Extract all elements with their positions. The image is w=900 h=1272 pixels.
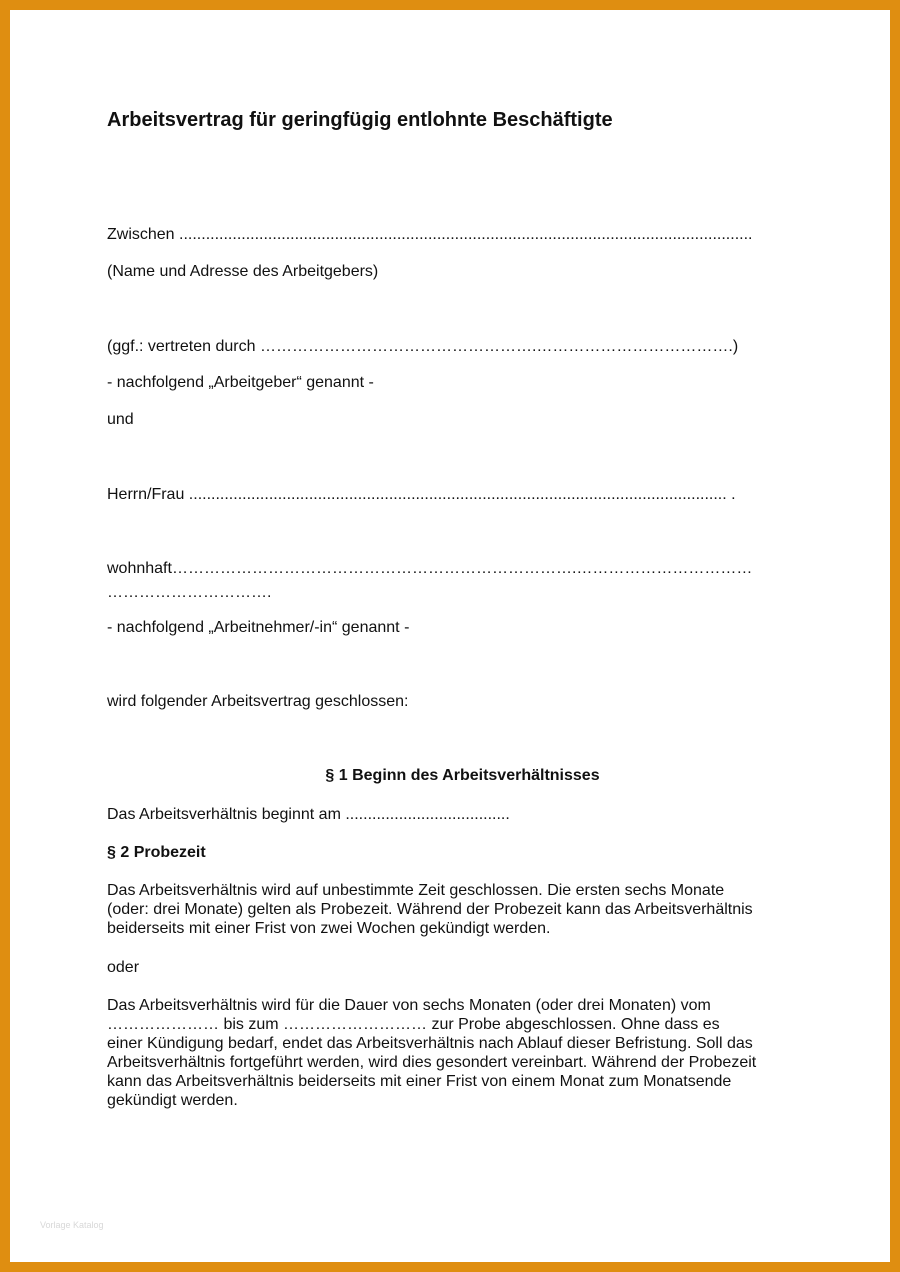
residence-line-continued: ………………………….	[107, 584, 272, 601]
paragraph-line: Das Arbeitsverhältnis wird auf unbestimmte Zeit geschlossen. Die ersten sechs Monate	[107, 882, 725, 899]
or-text: oder	[107, 959, 140, 976]
employer-designation: - nachfolgend „Arbeitgeber“ genannt -	[107, 374, 374, 391]
section-2-paragraph-1	[107, 881, 753, 938]
employer-line: Zwischen .................................................................................................................................	[107, 226, 753, 243]
paragraph-line: Arbeitsverhältnis fortgeführt werden, wird dies gesondert vereinbart. Während der Probezeit	[107, 1054, 757, 1071]
watermark: Vorlage Katalog	[40, 1220, 104, 1230]
paragraph-line: ………………… bis zum ……………………… zur Probe abgeschlossen. Ohne dass es	[107, 1016, 720, 1033]
paragraph-line: (oder: drei Monate) gelten als Probezeit. Während der Probezeit kann das Arbeitsverhältnis	[107, 901, 753, 918]
representative-line: (ggf.: vertreten durch …………………………………………….……………………………….)	[107, 338, 739, 355]
section-1-text: Das Arbeitsverhältnis beginnt am .....................................	[107, 806, 510, 823]
contract-concluded-text: wird folgender Arbeitsvertrag geschlossen:	[107, 693, 409, 710]
paragraph-line: einer Kündigung bedarf, endet das Arbeitsverhältnis nach Ablauf dieser Befristung. Soll das	[107, 1035, 753, 1052]
employer-hint: (Name und Adresse des Arbeitgebers)	[107, 263, 379, 280]
document-page	[10, 10, 890, 1262]
paragraph-line: gekündigt werden.	[107, 1092, 238, 1109]
section-1-heading: § 1 Beginn des Arbeitsverhältnisses	[325, 767, 600, 784]
section-2-paragraph-2	[107, 996, 756, 1110]
and-text: und	[107, 411, 134, 428]
residence-line: wohnhaft………………………………………………………………….……………………………	[107, 560, 753, 577]
document-title: Arbeitsvertrag für geringfügig entlohnte Beschäftigte	[107, 109, 613, 131]
employee-designation: - nachfolgend „Arbeitnehmer/-in“ genannt -	[107, 619, 410, 636]
paragraph-line: beiderseits mit einer Frist von zwei Wochen gekündigt werden.	[107, 920, 551, 937]
section-2-heading: § 2 Probezeit	[107, 844, 206, 861]
paragraph-line: kann das Arbeitsverhältnis beiderseits mit einer Frist von einem Monat zum Monatsende	[107, 1073, 732, 1090]
employee-name-line: Herrn/Frau ......................................................................................................................... .	[107, 486, 736, 503]
paragraph-line: Das Arbeitsverhältnis wird für die Dauer von sechs Monaten (oder drei Monaten) vom	[107, 997, 711, 1014]
